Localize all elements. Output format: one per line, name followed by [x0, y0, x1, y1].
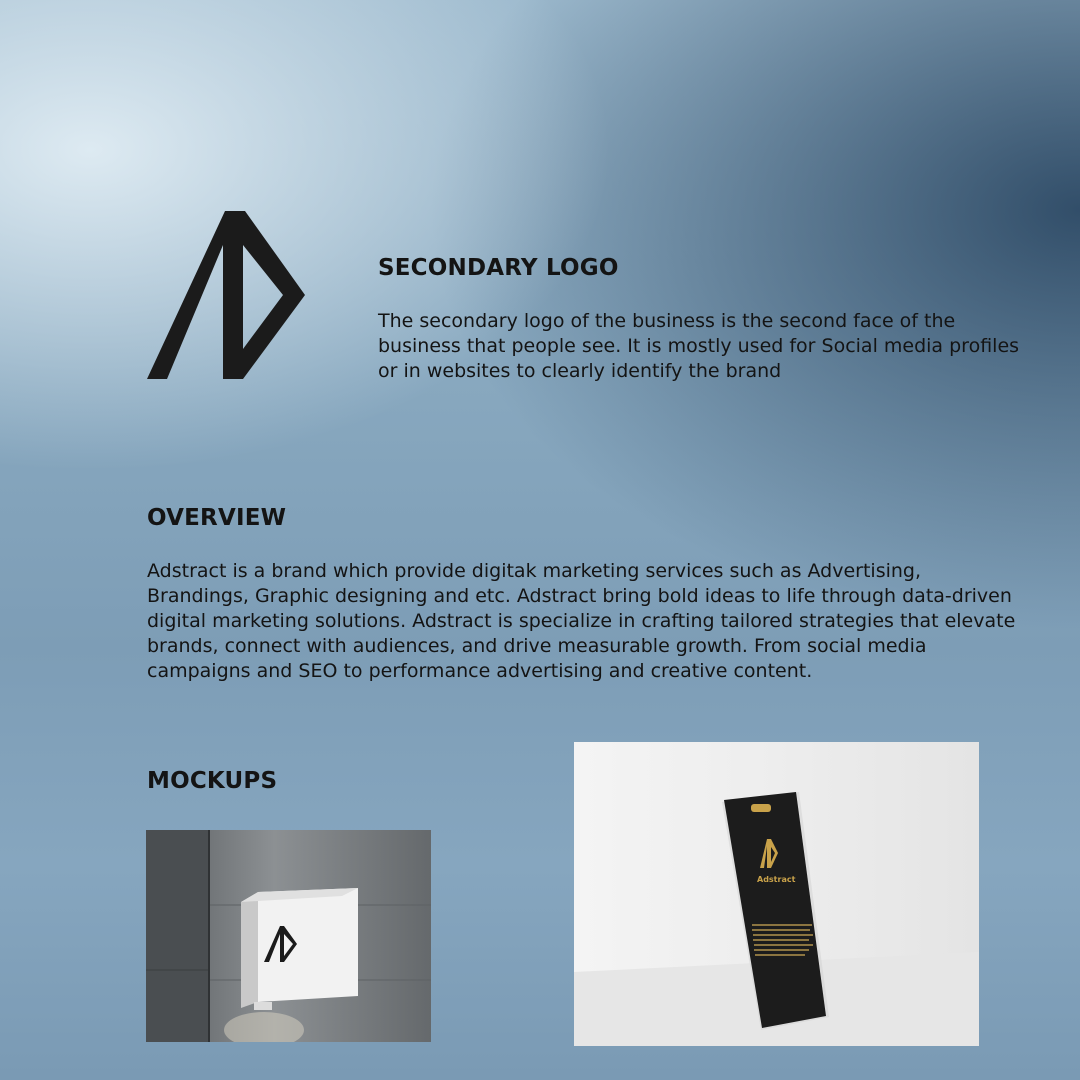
mockups-heading: MOCKUPS	[147, 768, 278, 794]
wall-sign-illustration	[146, 830, 431, 1042]
secondary-logo-icon	[147, 211, 305, 379]
card-illustration	[574, 742, 979, 1046]
secondary-logo-heading: SECONDARY LOGO	[378, 255, 619, 281]
overview-description: Adstract is a brand which provide digitak marketing services such as Advertising, Brandings, Graphic designing and etc. Adstract bring bold ideas to life through data-driven digital marketing solutions. Adstract is specialize in crafting tailored strategies that elevate brands, connect with audiences, and drive measurable growth. From social media campaigns and SEO to performance advertising and creative content.	[147, 560, 1016, 682]
secondary-logo-description: The secondary logo of the business is the second face of the business that people see. It is mostly used for Social media profiles or in websites to clearly identify the brand	[378, 310, 1020, 382]
card-brand-text: Adstract	[757, 875, 796, 884]
card-mockup-image	[574, 742, 979, 1046]
wall-sign-mockup-image	[146, 830, 431, 1042]
overview-heading: OVERVIEW	[147, 505, 287, 531]
